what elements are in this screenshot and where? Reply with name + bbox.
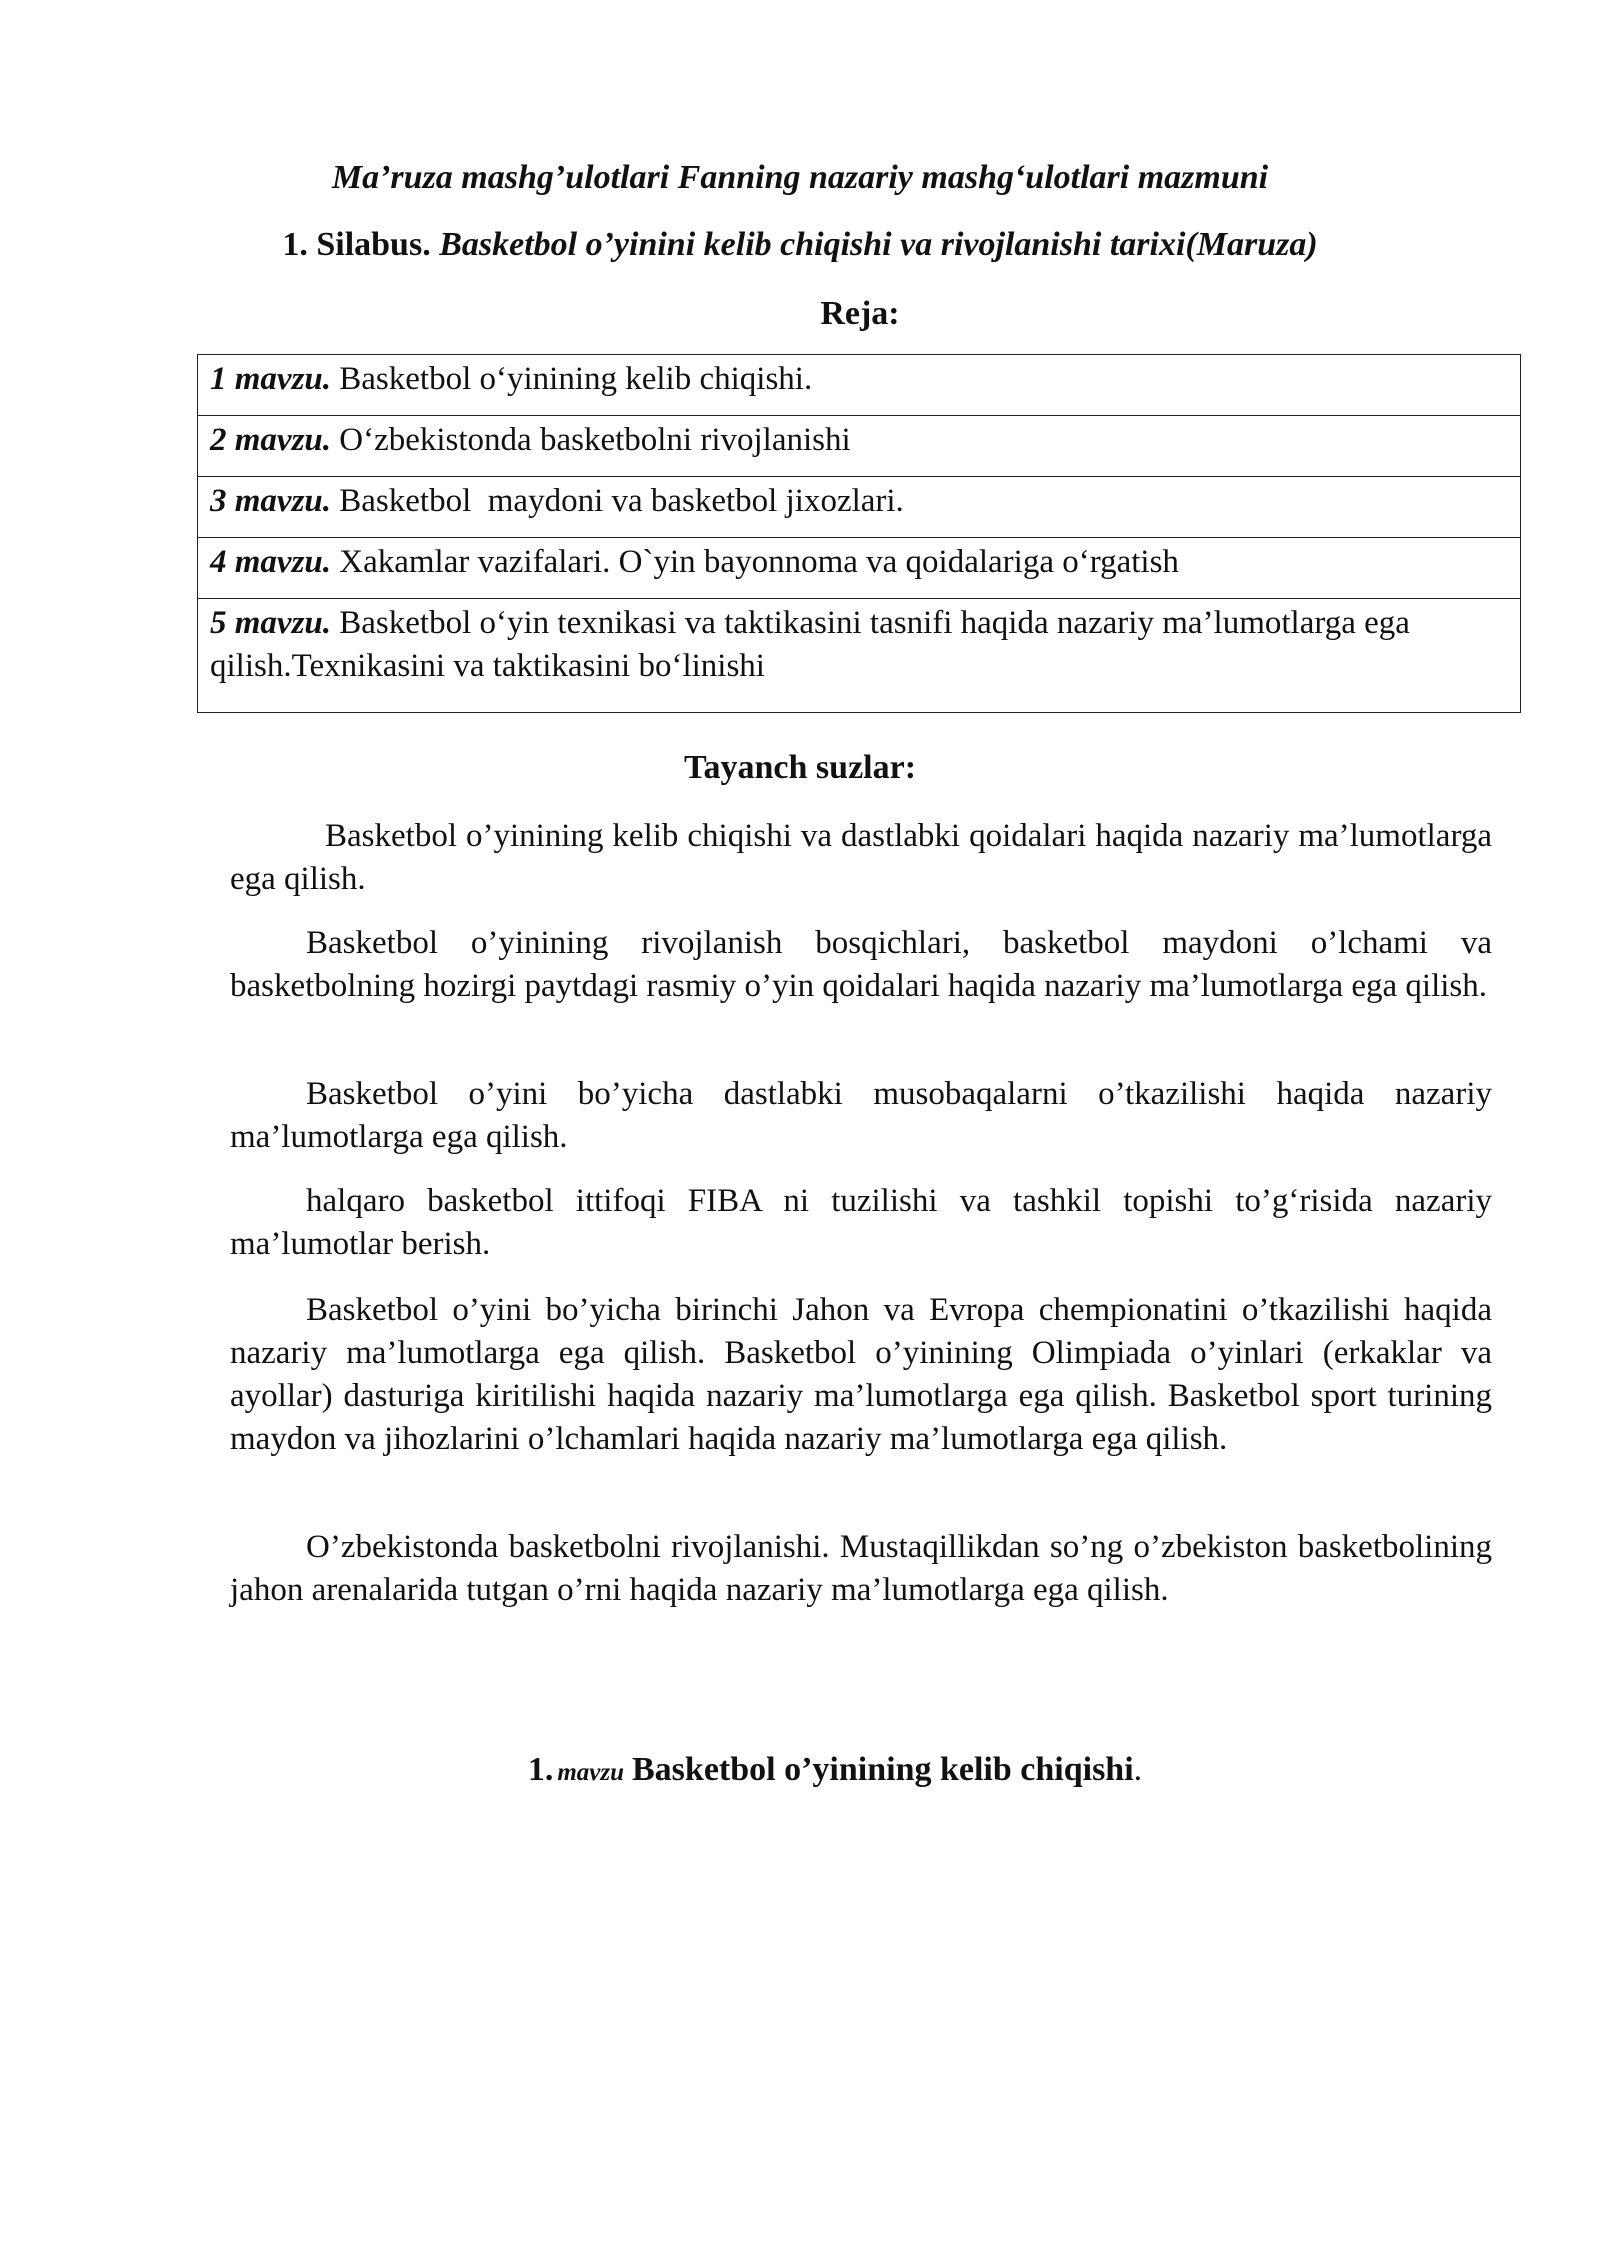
paragraph: Basketbol o’yini bo’yicha birinchi Jahon va Evropa chempionatini o’tkazilishi haqida nazariy ma’lumotlarga ega qilish. Basketbol o’yinining Olimpiada o’yinlari (erkaklar va ayollar) dasturiga kiritilishi haqida nazariy ma’lumotlarga ega qilish. Basketbol sport turining maydon va jihozlarini o’lchamlari haqida nazariy ma’lumotlarga ega qilish. xyxy=(230,1292,1492,1457)
section-title: Basketbol o’yinining kelib chiqishi xyxy=(632,1751,1134,1788)
topic-text: Basketbol o‘yinining kelib chiqishi. xyxy=(331,361,813,397)
topic-text: Basketbol o‘yin texnikasi va taktikasini tasnifi haqida nazariy ma’lumotlarga ega qilish.Texnikasini va taktikasini bo‘linishi xyxy=(210,605,1410,684)
topic-text: Xakamlar vazifalari. O`yin bayonnoma va qoidalariga o‘rgatish xyxy=(331,544,1179,580)
subtitle-suffix: (Maruza) xyxy=(1185,226,1318,263)
table-row xyxy=(198,477,1521,538)
paragraph: Basketbol o’yini bo’yicha dastlabki musobaqalarni o’tkazilishi haqida nazariy ma’lumotlarga ega qilish. xyxy=(230,1076,1492,1155)
section-title-period: . xyxy=(1133,1751,1143,1788)
table-row xyxy=(198,416,1521,477)
topic-cell xyxy=(198,355,1521,416)
topic-cell xyxy=(198,538,1521,599)
topic-text: Basketbol maydoni va basketbol jixozlari. xyxy=(331,483,904,519)
subtitle-prefix: 1. Silabus. xyxy=(282,226,431,263)
table-row xyxy=(198,538,1521,599)
plan-label: Reja: xyxy=(820,295,900,332)
paragraph: Basketbol o’yinining rivojlanish bosqichlari, basketbol maydoni o’lchami va basketbolning hozirgi paytdagi rasmiy o’yin qoidalari haqida nazariy ma’lumotlarga ega qilish. xyxy=(230,925,1492,1004)
section-heading xyxy=(0,1750,1600,1793)
syllabus-subtitle xyxy=(0,225,1600,265)
subtitle-italic: Basketbol o’yinini kelib chiqishi va rivojlanishi tarixi xyxy=(439,226,1186,263)
table-row xyxy=(198,355,1521,416)
topic-number: 5 mavzu. xyxy=(210,605,332,641)
topic-number: 1 mavzu. xyxy=(210,361,332,397)
keywords-heading: Tayanch suzlar: xyxy=(683,749,917,786)
topics-table xyxy=(197,354,1521,713)
topic-number: 2 mavzu. xyxy=(210,422,332,458)
section-number: 1. xyxy=(527,1751,554,1788)
topic-cell xyxy=(198,416,1521,477)
topic-number: 3 mavzu. xyxy=(210,483,332,519)
topic-text: O‘zbekistonda basketbolni rivojlanishi xyxy=(331,422,851,458)
paragraph: O’zbekistonda basketbolni rivojlanishi. Mustaqillikdan so’ng o’zbekiston basketbolining jahon arenalarida tutgan o’rni haqida nazariy ma’lumotlarga ega qilish. xyxy=(230,1529,1492,1608)
paragraph: halqaro basketbol ittifoqi FIBA ni tuzilishi va tashkil topishi to’g‘risida nazariy ma’lumotlar berish. xyxy=(230,1183,1492,1262)
document-title: Ma’ruza mashg’ulotlari Fanning nazariy mashg‘ulotlari mazmuni xyxy=(331,159,1269,196)
table-row xyxy=(198,599,1521,713)
topic-number: 4 mavzu. xyxy=(210,544,332,580)
section-mavzu-label: mavzu xyxy=(557,1759,624,1786)
paragraph: Basketbol o’yinining kelib chiqishi va dastlabki qoidalari haqida nazariy ma’lumotlarga ega qilish. xyxy=(230,818,1492,897)
topic-cell xyxy=(198,599,1521,713)
topic-cell xyxy=(198,477,1521,538)
